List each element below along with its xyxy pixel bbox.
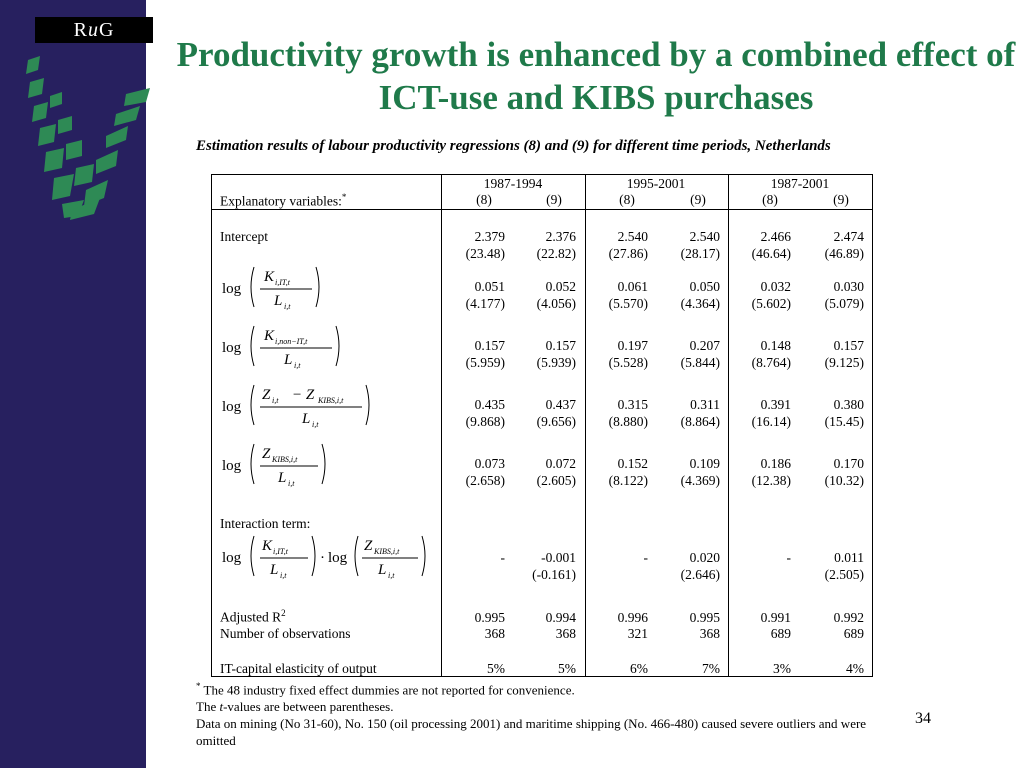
t-value-cell: (8.880) [608,414,648,429]
footnote-outliers: Data on mining (No 31-60), No. 150 (oil processing 2001) and maritime shipping (No. 466-480) caused severe outliers and were omitted [196,716,867,749]
t-value-cell: (8.864) [680,414,720,429]
t-value-cell: (46.64) [751,246,791,261]
svg-text:− Z: − Z [292,387,315,403]
adj-r2-cell: 0.996 [617,610,648,625]
svg-text:i,t: i,t [288,479,295,488]
interaction-label: Interaction term: [220,516,311,531]
coef-cell: 0.030 [833,279,864,294]
t-value-cell: (27.86) [608,246,648,261]
coef-cell: 2.379 [474,229,505,244]
svg-text:L: L [278,470,287,486]
coef-cell: 0.148 [760,338,791,353]
t-value-cell: (5.570) [608,296,648,311]
t-value-cell: (4.369) [680,473,720,488]
svg-text:·: · [320,550,325,566]
t-value-cell: (22.82) [536,246,576,261]
svg-text:i,t: i,t [294,361,301,370]
formula-non-kibs-intermediates [218,379,378,431]
footnote-t-values: The t-values are between parentheses. [196,699,394,715]
elasticity-cell: 4% [846,661,864,676]
svg-text:i,t: i,t [272,396,279,405]
t-value-cell: (2.505) [824,567,864,582]
svg-text:i,t: i,t [284,302,291,311]
svg-text:log: log [222,550,242,566]
t-value-cell: (9.656) [536,414,576,429]
t-value-cell: (2.646) [680,567,720,582]
elasticity-cell: 7% [702,661,720,676]
elasticity-cell: 6% [630,661,648,676]
t-value-cell: (5.939) [536,355,576,370]
svg-text:KIBS,i,t: KIBS,i,t [318,396,344,405]
svg-text:KIBS,i,t: KIBS,i,t [374,547,400,556]
t-value-cell: (5.528) [608,355,648,370]
t-value-cell: (46.89) [824,246,864,261]
svg-text:Z: Z [364,538,373,554]
coef-cell: 0.152 [617,456,648,471]
svg-text:L: L [378,562,387,578]
nobs-cell: 689 [843,626,864,641]
adj-r2-cell: 0.995 [474,610,505,625]
coef-cell: 2.540 [689,229,720,244]
coef-cell: 0.051 [474,279,505,294]
coef-cell: 0.073 [474,456,505,471]
t-value-cell: (2.605) [536,473,576,488]
nobs-cell: 368 [484,626,505,641]
coef-cell: 0.020 [689,550,720,565]
svg-text:i,IT,t: i,IT,t [275,278,290,287]
nobs-cell: 368 [699,626,720,641]
formula-interaction [218,530,433,582]
svg-text:Z: Z [262,387,271,403]
svg-text:L: L [270,562,279,578]
elasticity-cell: 5% [558,661,576,676]
formula-ict-capital [218,261,328,313]
column-divider [728,175,729,676]
coef-cell: 0.315 [617,397,648,412]
adj-r2-cell: 0.994 [545,610,576,625]
coef-cell: 0.170 [833,456,864,471]
footnote-fixed-effects: * The 48 industry fixed effect dummies are not reported for convenience. [196,681,575,698]
coef-cell: 0.157 [833,338,864,353]
formula-kibs-intermediates [218,438,338,490]
coef-cell: 0.157 [474,338,505,353]
coef-cell: 2.466 [760,229,791,244]
t-value-cell: (2.658) [465,473,505,488]
coef-cell: - [643,550,648,565]
nobs-cell: 321 [627,626,648,641]
t-value-cell: (-0.161) [532,567,576,582]
coef-cell: 2.540 [617,229,648,244]
elasticity-cell: 3% [773,661,791,676]
svg-text:i,t: i,t [280,571,287,580]
period-header: 1987-2001 [770,176,830,191]
svg-text:log: log [222,458,242,474]
model-header: (8) [762,192,778,207]
model-header: (9) [833,192,849,207]
coef-cell: 0.311 [690,397,720,412]
t-value-cell: (4.056) [536,296,576,311]
svg-text:L: L [302,411,311,427]
t-value-cell: (9.868) [465,414,505,429]
svg-text:L: L [284,352,293,368]
t-value-cell: (5.844) [680,355,720,370]
svg-text:Z: Z [262,446,271,462]
t-value-cell: (5.079) [824,296,864,311]
coef-cell: 0.207 [689,338,720,353]
column-divider [585,175,586,676]
t-value-cell: (23.48) [465,246,505,261]
coef-cell: 0.011 [834,550,864,565]
coef-cell: 0.157 [545,338,576,353]
coef-cell: 0.197 [617,338,648,353]
model-header: (8) [476,192,492,207]
wheat-stripes-logo [0,40,180,240]
t-value-cell: (4.177) [465,296,505,311]
svg-text:i,t: i,t [388,571,395,580]
t-value-cell: (8.122) [608,473,648,488]
elasticity-label: IT-capital elasticity of output [220,661,377,676]
explanatory-header: Explanatory variables:* [220,192,347,209]
coef-cell: 0.186 [760,456,791,471]
rug-logo: RuG [35,17,153,43]
regression-table [211,174,873,677]
coef-cell: - [500,550,505,565]
svg-text:i,t: i,t [312,420,319,429]
svg-text:KIBS,i,t: KIBS,i,t [272,455,298,464]
nobs-cell: 689 [770,626,791,641]
svg-text:log: log [328,550,348,566]
coef-cell: 0.072 [545,456,576,471]
elasticity-cell: 5% [487,661,505,676]
coef-cell: 0.109 [689,456,720,471]
adj-r2-cell: 0.991 [760,610,791,625]
coef-cell: 0.435 [474,397,505,412]
nobs-cell: 368 [555,626,576,641]
period-header: 1995-2001 [626,176,686,191]
coef-cell: 0.380 [833,397,864,412]
adj-r2-cell: 0.992 [833,610,864,625]
svg-text:i,non−IT,t: i,non−IT,t [275,337,308,346]
nobs-label: Number of observations [220,626,351,641]
coef-cell: 0.032 [760,279,791,294]
t-value-cell: (28.17) [680,246,720,261]
svg-text:log: log [222,340,242,356]
model-header: (8) [619,192,635,207]
adj-r2-label: Adjusted $R^2$ [220,608,286,625]
svg-text:K: K [264,328,275,344]
coef-cell: - [786,550,791,565]
t-value-cell: (15.45) [824,414,864,429]
coef-cell: 0.437 [545,397,576,412]
svg-text:i,IT,t: i,IT,t [273,547,288,556]
coef-cell: 0.061 [617,279,648,294]
coef-cell: 0.052 [545,279,576,294]
formula-non-ict-capital [218,320,348,372]
adj-r2-cell: 0.995 [689,610,720,625]
t-value-cell: (5.959) [465,355,505,370]
page-number: 34 [915,710,931,727]
slide-title: Productivity growth is enhanced by a combined effect of ICT-use and KIBS purchases [176,35,1016,117]
t-value-cell: (16.14) [751,414,791,429]
table-caption: Estimation results of labour productivity regressions (8) and (9) for different time periods, Netherlands [196,138,831,154]
t-value-cell: (9.125) [824,355,864,370]
model-header: (9) [690,192,706,207]
t-value-cell: (5.602) [751,296,791,311]
t-value-cell: (10.32) [824,473,864,488]
svg-text:K: K [264,269,275,285]
svg-text:K: K [262,538,273,554]
model-header: (9) [546,192,562,207]
svg-text:log: log [222,281,242,297]
column-divider [441,175,442,676]
t-value-cell: (4.364) [680,296,720,311]
footnotes [196,678,876,749]
svg-text:log: log [222,399,242,415]
coef-cell: -0.001 [541,550,576,565]
t-value-cell: (8.764) [751,355,791,370]
period-header: 1987-1994 [483,176,543,191]
coef-cell: 2.474 [833,229,864,244]
coef-cell: 0.050 [689,279,720,294]
svg-text:L: L [274,293,283,309]
coef-cell: 0.391 [760,397,791,412]
coef-cell: 2.376 [545,229,576,244]
t-value-cell: (12.38) [751,473,791,488]
intercept-label: Intercept [220,229,268,244]
